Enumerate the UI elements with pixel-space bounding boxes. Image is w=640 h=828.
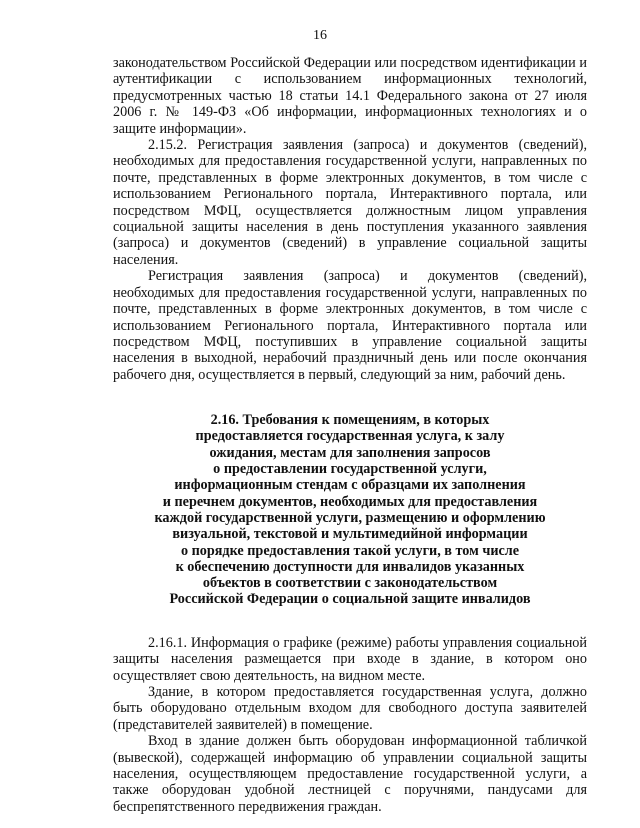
section-heading-line: визуальной, текстовой и мультимедийной информации <box>172 526 528 543</box>
section-heading-line: предоставляется государственная услуга, к залу <box>195 428 505 445</box>
section-heading-line: ожидания, местам для заполнения запросов <box>209 444 491 461</box>
page-number: 16 <box>313 28 327 43</box>
document-body <box>113 55 587 815</box>
paragraph-registration-offhours: Регистрация заявления (запроса) и документов (сведений), необходимых для предоставления государственной услуги, направленных по почте, представленных в форме электронных документов, в том числе с использованием Регионального портала, Интерактивного портала или посредством МФЦ, поступивших в управление социальной защиты населения в выходной, нерабочий праздничный день или после окончания рабочего дня, осуществляется в первый, следующий за ним, рабочий день. <box>113 268 587 383</box>
section-heading-line: Российской Федерации о социальной защите инвалидов <box>169 591 531 608</box>
paragraph-2-15-2: 2.15.2. Регистрация заявления (запроса) и документов (сведений), необходимых для предоставления государственной услуги, направленных по почте, представленных в форме электронных документов, в том числе с использованием Регионального портала, Интерактивного портала, или посредством МФЦ, осуществляется должностным лицом управления социальной защиты населения в день поступления указанного заявления (запроса) и документов (сведений) в управление социальной защиты населения. <box>113 137 587 268</box>
paragraph-entrance-signage: Вход в здание должен быть оборудован информационной табличкой (вывеской), содержащей информацию об управлении социальной защиты населения, осуществляющем предоставление государственной услуги, а также оборудован удобной лестницей с поручнями, пандусами для беспрепятственного передвижения граждан. <box>113 733 587 815</box>
section-heading-line: информационным стендам с образцами их заполнения <box>174 477 526 494</box>
section-heading-2-16 <box>113 412 587 608</box>
section-heading-line: о предоставлении государственной услуги, <box>213 461 487 478</box>
paragraph-building-entrance: Здание, в котором предоставляется государственная услуга, должно быть оборудовано отдельным входом для свободного доступа заявителей (представителей заявителей) в помещение. <box>113 683 587 733</box>
section-heading-line: объектов в соответствии с законодательством <box>202 575 498 592</box>
section-heading-line: о порядке предоставления такой услуги, в том числе <box>180 542 520 559</box>
paragraph-continuation: законодательством Российской Федерации или посредством идентификации и аутентификации с использованием информационных технологий, предусмотренных частью 18 статьи 14.1 Федерального закона от 27 июля 2006 г. № 149-ФЗ «Об информации, информационных технологиях и о защите информации». <box>113 55 587 137</box>
section-heading-line: 2.16. Требования к помещениям, в которых <box>210 412 490 429</box>
section-heading-line: каждой государственной услуги, размещению и оформлению <box>154 509 546 526</box>
section-heading-line: к обеспечению доступности для инвалидов указанных <box>175 558 525 575</box>
paragraph-2-16-1: 2.16.1. Информация о графике (режиме) работы управления социальной защиты населения размещается при входе в здание, в котором оно осуществляет свою деятельность, на видном месте. <box>113 634 587 684</box>
section-heading-line: и перечнем документов, необходимых для предоставления <box>162 493 538 510</box>
